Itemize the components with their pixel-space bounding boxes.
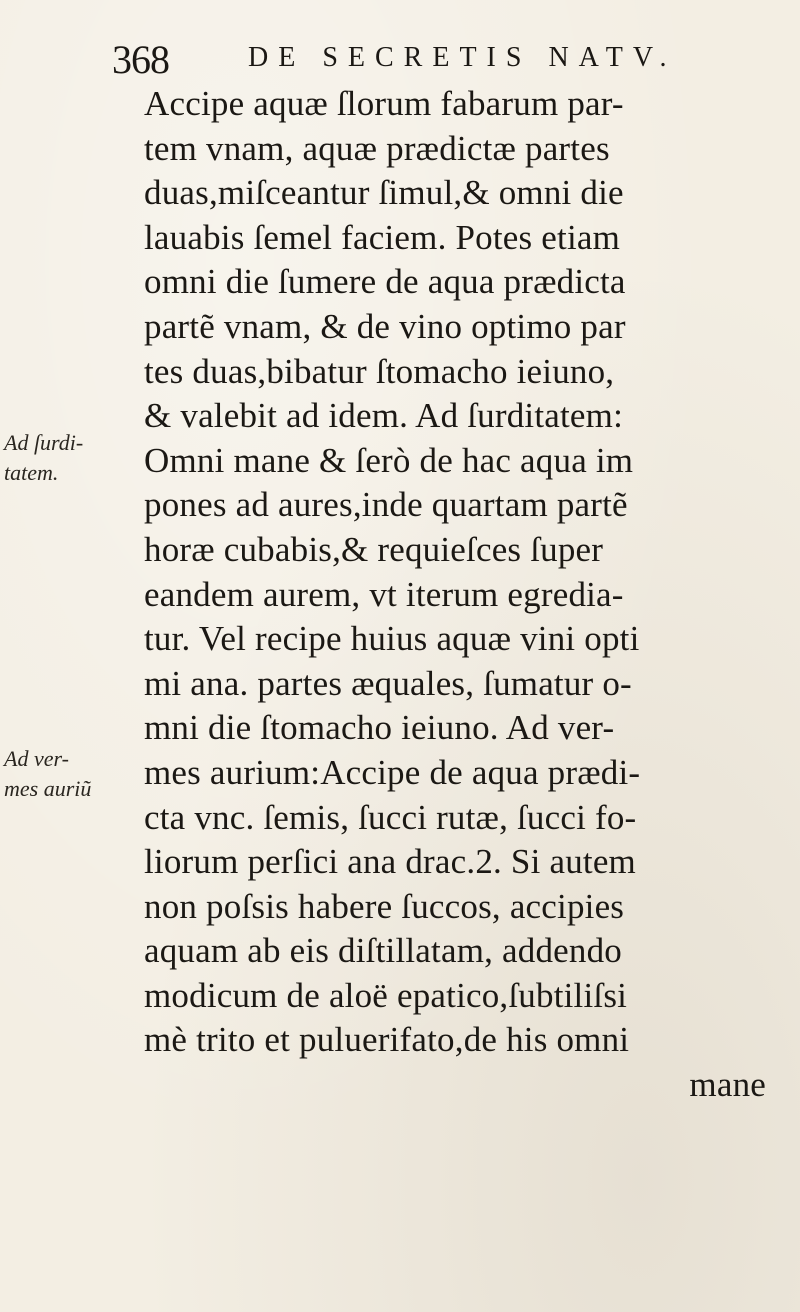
page-header xyxy=(112,30,772,80)
text-line: partẽ vnam, & de vino optimo par xyxy=(144,306,626,346)
text-line: tem vnam, aquæ prædictæ partes xyxy=(144,128,610,168)
text-line: tur. Vel recipe huius aquæ vini opti xyxy=(144,619,640,659)
page-number: 368 xyxy=(112,37,169,82)
marginal-note-line: Ad ſurdi- xyxy=(4,430,84,455)
text-line: non poſsis habere ſuccos, accipies xyxy=(144,886,625,926)
marginal-note-ad-surditatem xyxy=(4,428,124,488)
marginal-note-line: tatem. xyxy=(4,460,59,485)
text-line: tes duas,bibatur ſtomacho ieiuno, xyxy=(144,351,615,391)
marginal-note-line: Ad ver- xyxy=(4,746,69,771)
text-line: aquam ab eis diſtillatam, addendo xyxy=(144,931,622,971)
text-line: modicum de aloë epatico,ſubtiliſsi xyxy=(144,975,628,1015)
text-line: mni die ſtomacho ieiuno. Ad ver- xyxy=(144,708,615,748)
running-head: DE SECRETIS NATV. xyxy=(248,42,677,73)
text-line-last: mane xyxy=(689,1065,766,1105)
text-line: mè trito et puluerifato,de his omni xyxy=(144,1020,630,1060)
text-line: & valebit ad idem. Ad ſurditatem: xyxy=(144,396,623,436)
text-line: eandem aurem, vt iterum egredia- xyxy=(144,574,624,614)
text-line: pones ad aures,inde quartam partẽ xyxy=(144,485,628,525)
text-line: omni die ſumere de aqua prædicta xyxy=(144,262,626,302)
text-line: duas,miſceantur ſimul,& omni die xyxy=(144,173,624,213)
marginal-note-line: mes auriũ xyxy=(4,776,92,801)
text-line: mi ana. partes æquales, ſumatur o- xyxy=(144,663,632,703)
text-line: Omni mane & ſerò de hac aqua im xyxy=(144,440,634,480)
body-text xyxy=(144,82,784,1108)
text-line: cta vnc. ſemis, ſucci rutæ, ſucci fo- xyxy=(144,797,637,837)
text-line: liorum perſici ana drac.2. Si autem xyxy=(144,842,636,882)
marginal-note-ad-vermes xyxy=(4,744,124,804)
text-line: horæ cubabis,& requieſces ſuper xyxy=(144,529,604,569)
text-line: Accipe aquæ ſlorum fabarum par- xyxy=(144,84,624,123)
text-line: lauabis ſemel faciem. Potes etiam xyxy=(144,217,621,257)
text-line: mes aurium:Accipe de aqua prædi- xyxy=(144,752,641,792)
